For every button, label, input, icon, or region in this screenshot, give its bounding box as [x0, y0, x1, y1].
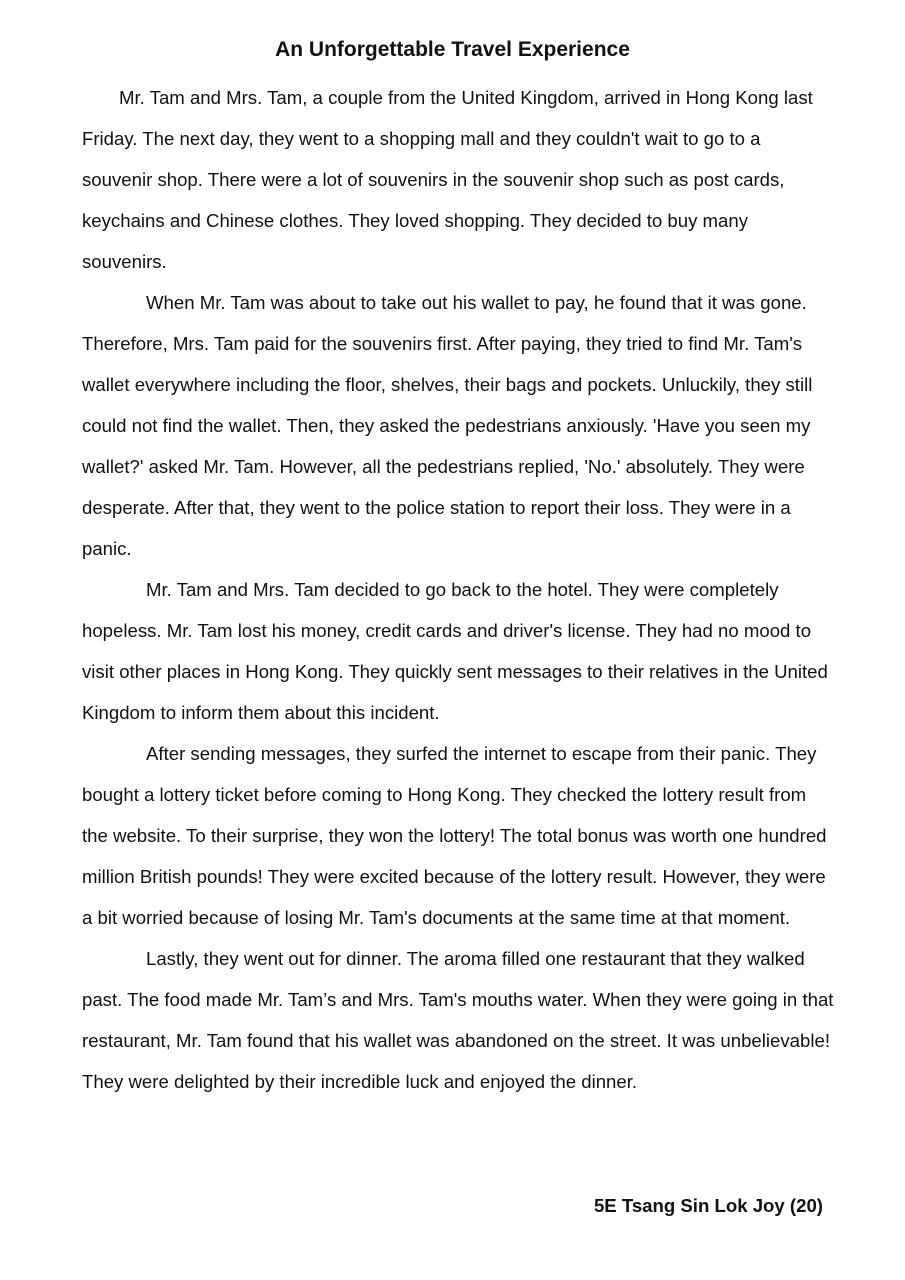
paragraph-4: After sending messages, they surfed the internet to escape from their panic. They bought a lottery ticket before coming to Hong Kong. They checked the lottery result from the website. To their surprise, they won the lottery! The total bonus was worth one hundred million British pounds! They were excited because of the lottery result. However, they were a bit worried because of losing Mr. Tam's documents at the same time at that moment. [82, 743, 827, 928]
paragraph-2: When Mr. Tam was about to take out his wallet to pay, he found that it was gone. Therefore, Mrs. Tam paid for the souvenirs first. After paying, they tried to find Mr. Tam's wallet everywhere including the floor, shelves, their bags and pockets. Unluckily, they still could not find the wallet. Then, they asked the pedestrians anxiously. 'Have you seen my wallet?' asked Mr. Tam. However, all the pedestrians replied, 'No.' absolutely. They were desperate. After that, they went to the police station to report their loss. They were in a panic. [82, 292, 813, 559]
paragraph-1: Mr. Tam and Mrs. Tam, a couple from the United Kingdom, arrived in Hong Kong last Friday. The next day, they went to a shopping mall and they couldn't wait to go to a souvenir shop. There were a lot of souvenirs in the souvenir shop such as post cards, keychains and Chinese clothes. They loved shopping. They decided to buy many souvenirs. [82, 87, 813, 272]
paragraph-5: Lastly, they went out for dinner. The aroma filled one restaurant that they walked past. The food made Mr. Tam’s and Mrs. Tam's mouths water. When they were going in that restaurant, Mr. Tam found that his wallet was abandoned on the street. It was unbelievable! They were delighted by their incredible luck and enjoyed the dinner. [82, 948, 834, 1092]
document-title: An Unforgettable Travel Experience [275, 38, 630, 61]
paragraph-3: Mr. Tam and Mrs. Tam decided to go back to the hotel. They were completely hopeless. Mr. Tam lost his money, credit cards and driver's license. They had no mood to visit other places in Hong Kong. They quickly sent messages to their relatives in the United Kingdom to inform them about this incident. [82, 579, 828, 723]
document-body [82, 77, 834, 1102]
author-signature: 5E Tsang Sin Lok Joy (20) [593, 1195, 823, 1216]
